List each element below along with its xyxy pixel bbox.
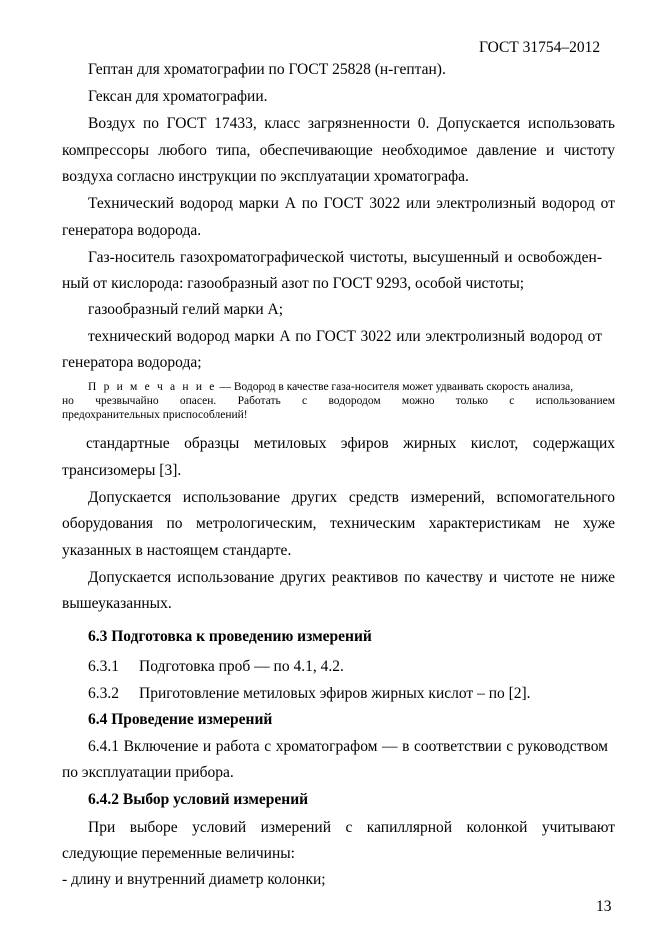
section-heading: 6.3 Подготовка к проведению измерений	[88, 628, 372, 645]
text-line: технический водород марки А по ГОСТ 3022 или электролизный водород от	[88, 328, 602, 345]
page-number: 13	[596, 898, 612, 915]
note-line: предохранительных приспособлений!	[62, 409, 248, 421]
text-line: Гептан для хроматографии по ГОСТ 25828 (н-гептан).	[88, 61, 446, 78]
text-line: Допускается использование других средств измерений, вспомогательного	[88, 489, 615, 506]
clause-number: 6.3.2	[88, 685, 119, 702]
text-line: При выборе условий измерений с капиллярной колонкой учитывают	[88, 819, 615, 836]
section-heading: 6.4 Проведение измерений	[88, 711, 273, 728]
text-line: генератора водорода;	[62, 354, 202, 371]
text-line: трансизомеры [3].	[62, 462, 182, 479]
text-line: газообразный гелий марки А;	[88, 301, 284, 318]
text-line: Газ-носитель газохроматографической чистоты, высушенный и освобожден-	[88, 249, 602, 266]
clause-text: Приготовление метиловых эфиров жирных кислот – по [2].	[139, 685, 531, 702]
text-line: компрессоры любого типа, обеспечивающие необходимое давление и чистоту	[62, 142, 615, 159]
text-line: 6.4.1 Включение и работа с хроматографом — в соответствии с руководством	[88, 738, 608, 755]
text-line: - длину и внутренний диаметр колонки;	[62, 871, 326, 888]
text-line: ный от кислорода: газообразный азот по ГОСТ 9293, особой чистоты;	[62, 275, 525, 292]
text-line: Допускается использование других реактивов по качеству и чистоте не ниже	[88, 569, 615, 586]
note-line: но чрезвычайно опасен. Работать с водородом можно только с использованием	[62, 395, 615, 407]
text-line: генератора водорода.	[62, 222, 202, 239]
section-heading: 6.4.2 Выбор условий измерений	[88, 791, 309, 808]
standard-header: ГОСТ 31754–2012	[479, 39, 601, 56]
text-line: по эксплуатации прибора.	[62, 764, 234, 781]
clause-text: Подготовка проб — по 4.1, 4.2.	[139, 658, 344, 675]
text-line: Воздух по ГОСТ 17433, класс загрязненности 0. Допускается использовать	[88, 115, 615, 132]
text-line: Технический водород марки А по ГОСТ 3022 или электролизный водород от	[88, 195, 615, 212]
note-label: П р и м е ч а н и е	[88, 381, 217, 393]
text-line: следующие переменные величины:	[62, 845, 295, 862]
text-line: вышеуказанных.	[62, 595, 172, 612]
note-line: П р и м е ч а н и е — Водород в качестве газа-носителя может удваивать скорость анализа,	[88, 381, 574, 393]
text-line: оборудования по метрологическим, техническим характеристикам не хуже	[62, 515, 615, 532]
text-line: Гексан для хроматографии.	[88, 88, 268, 105]
text-line: воздуха согласно инструкции по эксплуатации хроматографа.	[62, 168, 469, 185]
text-line: указанных в настоящем стандарте.	[62, 542, 292, 559]
text-line: стандартные образцы метиловых эфиров жирных кислот, содержащих	[86, 435, 615, 452]
clause-number: 6.3.1	[88, 658, 119, 675]
